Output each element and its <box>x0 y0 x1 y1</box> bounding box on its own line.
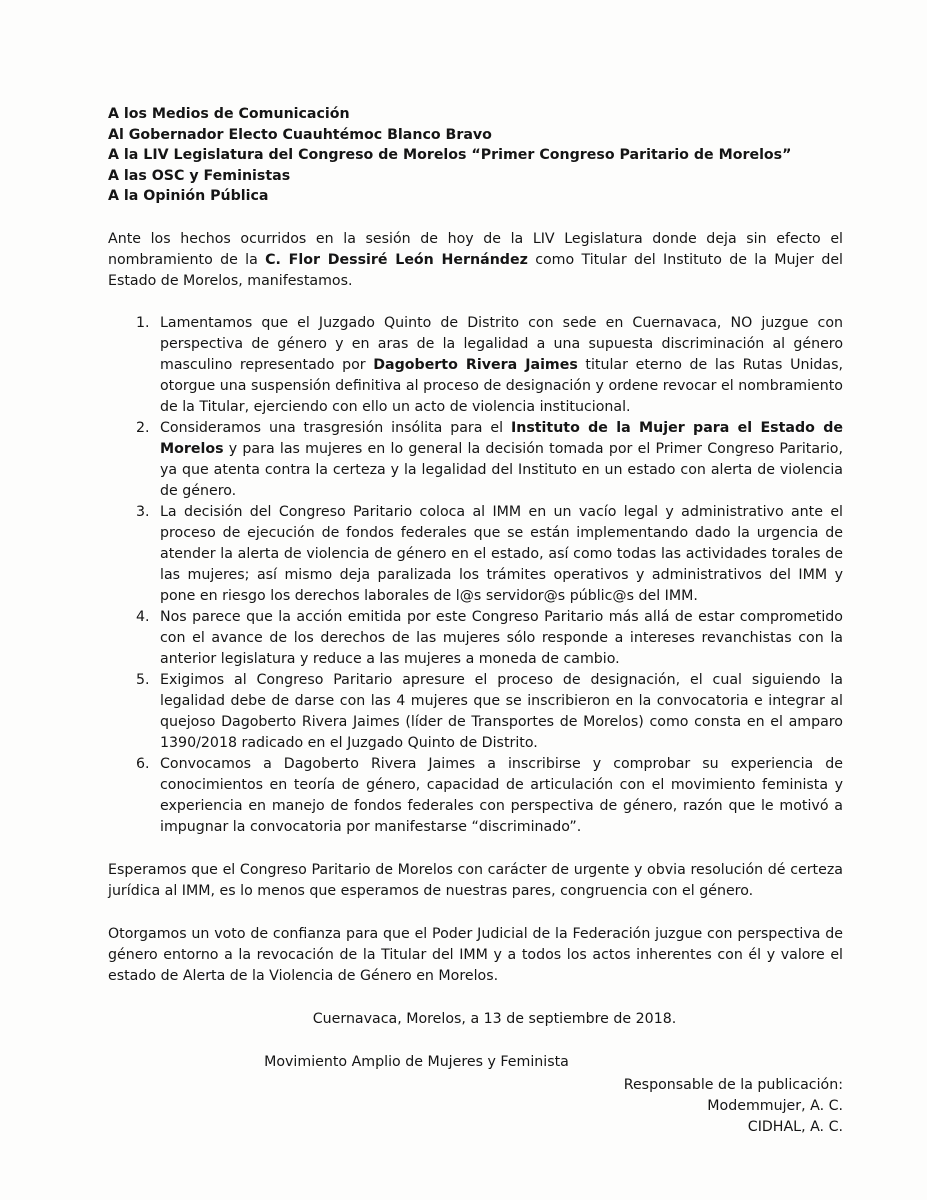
list-item <box>136 313 843 418</box>
closing-paragraph-1: Esperamos que el Congreso Paritario de Morelos con carácter de urgente y obvia resolución dé certeza jurídica al IMM, es lo menos que esperamos de nuestras pares, congruencia con el género. <box>108 861 843 899</box>
item-text: La decisión del Congreso Paritario coloca al IMM en un vacío legal y administrativo ante el proceso de ejecución de fondos federales que se están implementando dado la urgencia de atender la alerta de violencia de género en el estado, así como todas las actividades torales de las mujeres; así mismo deja paralizada los trámites operativos y administrativos del IMM y pone en riesgo los derechos laborales de l@s servidor@s públic@s del IMM. <box>160 503 843 604</box>
organization-name: Modemmujer, A. C. <box>707 1097 843 1114</box>
demands-list <box>108 313 843 838</box>
item-text-end: titular eterno de las Rutas Unidas, otorgue una suspensión definitiva al proceso de designación y ordene revocar el nombramiento de la Titular, ejerciendo con ello un acto de violencia institucional. <box>160 356 843 415</box>
item-text: Exigimos al Congreso Paritario apresure el proceso de designación, el cual siguiendo la legalidad debe de darse con las 4 mujeres que se inscribieron en la convocatoria e integrar al quejoso Dagoberto Rivera Jaimes (líder de Transportes de Morelos) como consta en el amparo 1390/2018 radicado en el Juzgado Quinto de Distrito. <box>160 671 843 751</box>
item-number: 2. <box>136 419 150 436</box>
item-text-end: y para las mujeres en lo general la decisión tomada por el Primer Congreso Paritario, ya que atenta contra la certeza y la legalidad del Instituto en un estado con alerta de violencia de género. <box>160 440 843 499</box>
item-text: Convocamos a Dagoberto Rivera Jaimes a inscribirse y comprobar su experiencia de conocimientos en teoría de género, capacidad de articulación con el movimiento feminista y experiencia en manejo de fondos federales con perspectiva de género, razón que le motivó a impugnar la convocatoria por manifestarse “discriminado”. <box>160 755 843 835</box>
responsible-label: Responsable de la publicación: <box>623 1076 843 1093</box>
list-item <box>136 502 843 607</box>
organization-name: CIDHAL, A. C. <box>747 1118 843 1135</box>
movement-signature: Movimiento Amplio de Mujeres y Feminista <box>264 1053 569 1070</box>
list-item <box>136 754 843 838</box>
addressee-line: A las OSC y Feministas <box>108 167 291 184</box>
item-bold: Dagoberto Rivera Jaimes <box>373 356 578 373</box>
intro-text-end: como Titular del Instituto de la Mujer del Estado de Morelos, manifestamos. <box>108 251 843 289</box>
item-bold: Instituto de la Mujer para el Estado de Morelos <box>160 419 843 457</box>
intro-text: Ante los hechos ocurridos en la sesión de hoy de la LIV Legislatura donde deja sin efecto el nombramiento de la <box>108 230 843 268</box>
list-item <box>136 418 843 502</box>
item-number: 1. <box>136 314 150 331</box>
item-number: 5. <box>136 671 150 688</box>
item-number: 3. <box>136 503 150 520</box>
addressee-line: A los Medios de Comunicación <box>108 106 350 122</box>
addressee-line: A la LIV Legislatura del Congreso de Morelos “Primer Congreso Paritario de Morelos” <box>108 147 792 163</box>
intro-paragraph <box>108 229 843 292</box>
intro-bold-name: C. Flor Dessiré León Hernández <box>265 251 528 268</box>
item-number: 4. <box>136 608 150 625</box>
addressee-line: A la Opinión Pública <box>108 188 269 204</box>
date-line: Cuernavaca, Morelos, a 13 de septiembre de 2018. <box>312 1010 677 1027</box>
item-text: Nos parece que la acción emitida por este Congreso Paritario más allá de estar comprometido con el avance de los derechos de las mujeres sólo responde a intereses revanchistas con la anterior legislatura y reduce a las mujeres a moneda de cambio. <box>160 608 843 667</box>
list-item <box>136 607 843 670</box>
item-text: Consideramos una trasgresión insólita para el <box>160 419 511 436</box>
addressee-line: Al Gobernador Electo Cuauhtémoc Blanco Bravo <box>108 126 492 143</box>
item-number: 6. <box>136 755 150 772</box>
item-text: Lamentamos que el Juzgado Quinto de Distrito con sede en Cuernavaca, NO juzgue con perspectiva de género y en aras de la legalidad a una supuesta discriminación al género masculino representado por <box>160 314 843 373</box>
list-item <box>136 670 843 754</box>
closing-paragraph-2: Otorgamos un voto de confianza para que el Poder Judicial de la Federación juzgue con perspectiva de género entorno a la revocación de la Titular del IMM y a todos los actos inherentes con él y valore el estado de Alerta de la Violencia de Género en Morelos. <box>108 925 843 984</box>
addressees-block <box>108 104 843 207</box>
